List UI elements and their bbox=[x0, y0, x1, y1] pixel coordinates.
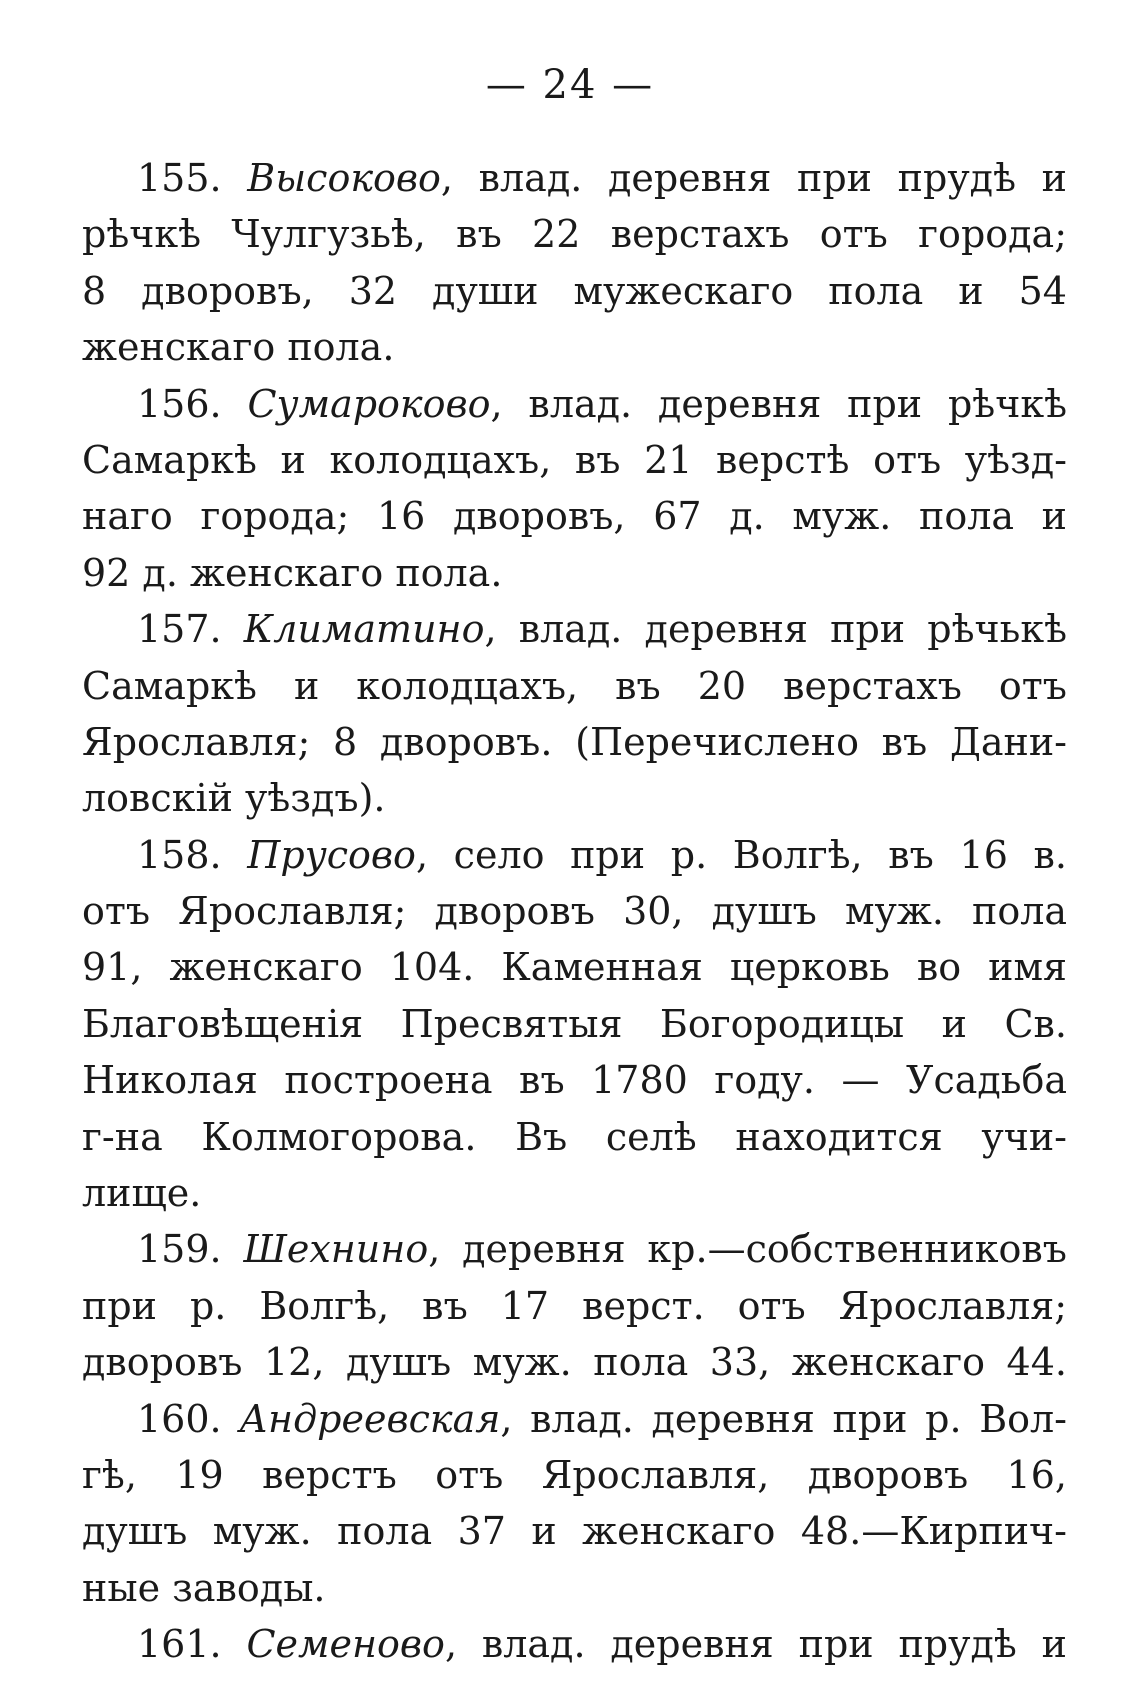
page-text bbox=[82, 150, 1067, 1673]
text-line: наго города; 16 дворовъ, 67 д. муж. пола и bbox=[82, 494, 1067, 539]
text-line: рѣчкѣ Чулгузьѣ, въ 22 верстахъ отъ города; bbox=[82, 212, 1067, 257]
text-line: Благовѣщенія Пресвятыя Богородицы и Св. bbox=[82, 1001, 1067, 1046]
page-number: — 24 — bbox=[485, 62, 655, 108]
text-line: Самаркѣ и колодцахъ, въ 21 верстѣ отъ уѣзд- bbox=[82, 437, 1067, 482]
text-line: Николая построена въ 1780 году. — Усадьба bbox=[82, 1058, 1067, 1103]
entry-number: 160. bbox=[137, 1396, 222, 1441]
place-name: Климатино bbox=[243, 607, 485, 652]
entry-158 bbox=[82, 827, 1067, 1222]
line-text: , влад. деревня при рѣчкѣ bbox=[490, 381, 1067, 426]
text-line: 8 дворовъ, 32 души мужескаго пола и 54 bbox=[82, 268, 1067, 313]
entry-number: 155. bbox=[137, 156, 222, 200]
text-line: душъ муж. пола 37 и женскаго 48.—Кирпич- bbox=[82, 1509, 1067, 1554]
line-text: , деревня кр.—собственниковъ bbox=[428, 1227, 1067, 1272]
text-line: при р. Волгѣ, въ 17 верст. отъ Ярославля; bbox=[82, 1283, 1067, 1328]
text-line: женскаго пола. bbox=[82, 325, 395, 370]
text-line: ные заводы. bbox=[82, 1565, 326, 1610]
text-line bbox=[82, 376, 1067, 432]
text-line bbox=[82, 1616, 1067, 1672]
text-line: отъ Ярославля; дворовъ 30, душъ муж. пола bbox=[82, 889, 1067, 934]
text-line: 91, женскаго 104. Каменная церковь во имя bbox=[82, 945, 1067, 990]
place-name: Прусово bbox=[247, 832, 416, 877]
line-text: , влад. деревня при прудѣ и bbox=[440, 156, 1067, 200]
place-name: Высоково bbox=[247, 156, 441, 200]
entry-160 bbox=[82, 1391, 1067, 1617]
text-line bbox=[82, 150, 1067, 206]
place-name: Сумароково bbox=[247, 381, 491, 426]
entry-157 bbox=[82, 601, 1067, 827]
place-name: Семеново bbox=[246, 1622, 445, 1667]
text-line bbox=[82, 601, 1067, 657]
entry-number: 156. bbox=[137, 381, 222, 426]
text-line: 92 д. женскаго пола. bbox=[82, 550, 503, 595]
line-text: , село при р. Волгѣ, въ 16 в. bbox=[415, 832, 1067, 877]
text-line bbox=[82, 827, 1067, 883]
text-line bbox=[82, 1391, 1067, 1447]
text-line: Самаркѣ и колодцахъ, въ 20 верстахъ отъ bbox=[82, 663, 1067, 708]
line-text: , влад. деревня при прудѣ и bbox=[444, 1622, 1067, 1667]
line-text: , влад. деревня при рѣчькѣ bbox=[484, 607, 1067, 652]
entry-number: 161. bbox=[137, 1622, 222, 1667]
entry-159 bbox=[82, 1221, 1067, 1390]
place-name: Андреевская bbox=[239, 1396, 501, 1441]
entry-155 bbox=[82, 150, 1067, 376]
entry-156 bbox=[82, 376, 1067, 602]
text-line: гѣ, 19 верстъ отъ Ярославля, дворовъ 16, bbox=[82, 1452, 1067, 1497]
text-line: Ярославля; 8 дворовъ. (Перечислено въ Дани- bbox=[82, 719, 1067, 764]
text-line: ловскій уѣздъ). bbox=[82, 776, 386, 821]
text-line bbox=[82, 1221, 1067, 1277]
text-line: лище. bbox=[82, 1171, 202, 1216]
entry-number: 158. bbox=[137, 832, 222, 877]
entry-161 bbox=[82, 1616, 1067, 1672]
entry-number: 157. bbox=[137, 607, 222, 652]
text-line: г-на Колмогорова. Въ селѣ находится учи- bbox=[82, 1114, 1067, 1159]
entry-number: 159. bbox=[137, 1227, 222, 1272]
line-text: , влад. деревня при р. Вол- bbox=[500, 1396, 1067, 1441]
text-line: дворовъ 12, душъ муж. пола 33, женскаго 44. bbox=[82, 1340, 1067, 1385]
place-name: Шехнино bbox=[243, 1227, 429, 1272]
